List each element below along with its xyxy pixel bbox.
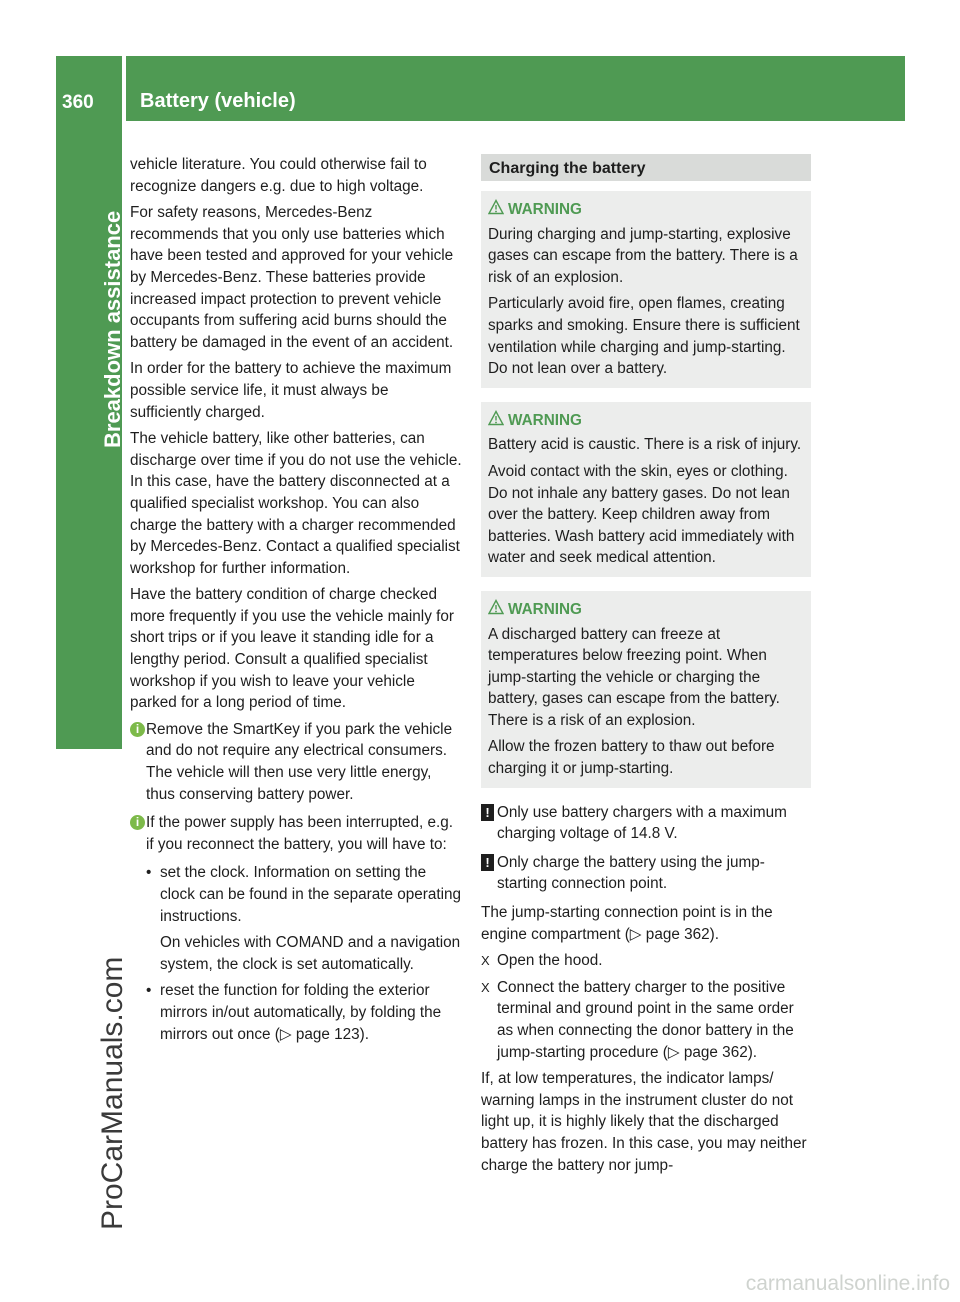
footer-link[interactable]: carmanualsonline.info (745, 1272, 950, 1295)
paragraph: Allow the frozen battery to thaw out before charging it or jump-starting. (488, 738, 775, 778)
paragraph: Particularly avoid fire, open flames, creating sparks and smoking. Ensure there is sufficient ventilation while charging and jump-starting. Do not lean over a battery. (488, 295, 800, 378)
exclamation-icon: ! (481, 804, 494, 821)
warning-box (481, 191, 811, 388)
step-item: X Connect the battery charger to the positive terminal and ground point in the same order as when connecting the donor battery in the jump-starting procedure (▷ page 362). (481, 978, 794, 1061)
info-note: i Remove the SmartKey if you park the vehicle and do not require any electrical consumers. The vehicle will then use very little energy, thus conserving battery power. (130, 719, 462, 805)
sidebar-section-label: Breakdown assistance (100, 210, 125, 448)
bullet-sub-text: On vehicles with COMAND and a navigation system, the clock is set automatically. (160, 934, 461, 973)
notice-item: ! Only charge the battery using the jump-starting connection point. (481, 852, 811, 895)
page-number: 360 (62, 92, 94, 113)
step-arrow-icon: X (481, 979, 490, 995)
warning-triangle-icon (488, 199, 504, 215)
warning-triangle-icon (488, 410, 504, 426)
left-column (130, 154, 462, 1050)
exclamation-icon: ! (481, 854, 494, 871)
section-heading: Charging the battery (481, 154, 811, 181)
bullet-item: • reset the function for folding the exterior mirrors in/out automatically, by folding the mirrors out once (▷ page 123). (146, 982, 442, 1043)
watermark: ProCarManuals.com (96, 956, 129, 1230)
paragraph: During charging and jump-starting, explosive gases can escape from the battery. There is a risk of an explosion. (488, 225, 798, 286)
info-icon: i (130, 722, 145, 737)
bullet-icon: • (146, 864, 152, 882)
step-item: X Open the hood. (481, 950, 811, 972)
right-column (481, 154, 811, 1181)
info-icon: i (130, 815, 145, 830)
paragraph: Avoid contact with the skin, eyes or clothing. Do not inhale any battery gases. Do not lean over the battery. Keep children away from batteries. Wash battery acid immediately with water and seek medical attention. (488, 462, 795, 567)
warning-title: WARNING (488, 199, 803, 221)
warning-box (481, 402, 811, 577)
warning-title: WARNING (488, 599, 803, 621)
info-note: i If the power supply has been interrupted, e.g. if you reconnect the battery, you will have to: (130, 812, 462, 855)
notice-item: ! Only use battery chargers with a maximum charging voltage of 14.8 V. (481, 802, 811, 845)
bullet-item: • set the clock. Information on setting the clock can be found in the separate operating instructions. (146, 864, 462, 925)
page-title: Battery (vehicle) (140, 90, 296, 112)
warning-triangle-icon (488, 599, 504, 615)
paragraph: In order for the battery to achieve the maximum possible service life, it must always be sufficiently charged. (130, 360, 452, 421)
paragraph: The vehicle battery, like other batteries, can discharge over time if you do not use the vehicle. In this case, have the battery disconnected at a qualified specialist workshop. You can also charge the battery with a charger recommended by Mercedes-Benz. Contact a qualified specialist workshop for further information. (130, 430, 462, 577)
step-arrow-icon: X (481, 953, 490, 969)
bullet-icon: • (146, 982, 152, 1000)
paragraph: vehicle literature. You could otherwise fail to recognize dangers e.g. due to high voltage. (130, 156, 427, 195)
paragraph: Have the battery condition of charge checked more frequently if you use the vehicle mainly for short trips or if you leave it standing idle for a lengthy period. Consult a qualified specialist workshop if you wish to leave your vehicle parked for a long period of time. (130, 586, 454, 712)
warning-title: WARNING (488, 410, 803, 432)
paragraph: Battery acid is caustic. There is a risk of injury. (488, 436, 802, 454)
warning-box (481, 591, 811, 788)
paragraph: For safety reasons, Mercedes-Benz recommends that you only use batteries which have been tested and approved for your vehicle by Mercedes-Benz. These batteries provide increased impact protection to prevent vehicle occupants from suffering acid burns should the battery be damaged in the event of an accident. (130, 204, 454, 351)
paragraph: A discharged battery can freeze at temperatures below freezing point. When jump-starting the vehicle or charging the battery, gases can escape from the battery. There is a risk of an explosion. (488, 625, 780, 729)
paragraph: If, at low temperatures, the indicator lamps/ warning lamps in the instrument cluster do not light up, it is highly likely that the discharged battery has frozen. In this case, you may neither charge the battery nor jump- (481, 1070, 807, 1174)
paragraph: The jump-starting connection point is in the engine compartment (▷ page 362). (481, 904, 773, 943)
